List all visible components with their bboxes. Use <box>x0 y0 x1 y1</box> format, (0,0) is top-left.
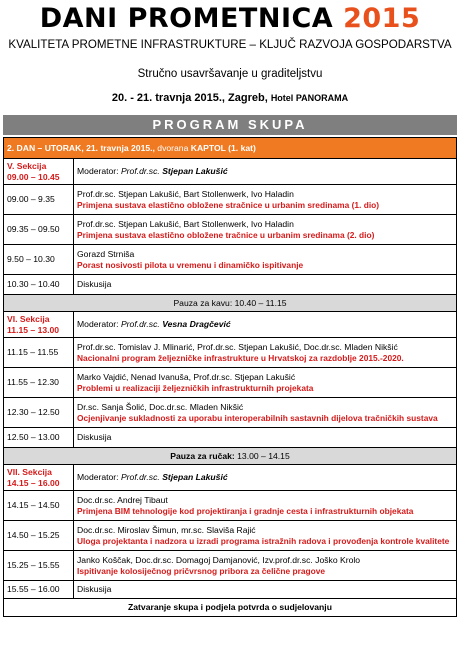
conference-title <box>0 2 460 36</box>
section-header-row <box>4 312 457 338</box>
session-time: 10.30 – 10.40 <box>4 275 74 295</box>
session-time: 09.35 – 09.50 <box>4 215 74 245</box>
section-label: VI. Sekcija 11.15 – 13.00 <box>4 312 74 338</box>
session-title: Uloga projektanta i nadzora u izradi programa istražnih radova i provođenja kontrole kvalitete <box>77 535 450 546</box>
session-row <box>4 368 457 398</box>
session-authors: Doc.dr.sc. Miroslav Šimun, mr.sc. Slaviša Rajić <box>77 524 256 535</box>
section-header-row <box>4 159 457 185</box>
program-table <box>3 137 457 617</box>
session-row <box>4 185 457 215</box>
session-row <box>4 551 457 581</box>
session-info <box>74 215 457 245</box>
session-title: Primjena BIM tehnologije kod projektiranja i gradnje cesta i infrastrukturnih objekata <box>77 505 414 516</box>
session-discussion: Diskusija <box>74 581 457 599</box>
session-row <box>4 275 457 295</box>
section-label: V. Sekcija 09.00 – 10.45 <box>4 159 74 185</box>
session-row <box>4 491 457 521</box>
session-info <box>74 551 457 581</box>
moderator: Moderator: Prof.dr.sc. Vesna Dragčević <box>74 312 457 338</box>
conference-subtitle: KVALITETA PROMETNE INFRASTRUKTURE – KLJUČ RAZVOJA GOSPODARSTVA <box>8 38 452 51</box>
session-time: 09.00 – 9.35 <box>4 185 74 215</box>
session-info <box>74 338 457 368</box>
coffee-break: Pauza za kavu: 10.40 – 11.15 <box>4 295 457 312</box>
session-info <box>74 398 457 428</box>
session-row <box>4 581 457 599</box>
moderator: Moderator: Prof.dr.sc. Stjepan Lakušić <box>74 159 457 185</box>
session-row <box>4 521 457 551</box>
session-info <box>74 521 457 551</box>
closing-row <box>4 599 457 617</box>
session-time: 11.55 – 12.30 <box>4 368 74 398</box>
session-title: Porast nosivosti pilota u vremenu i dinamičko ispitivanje <box>77 259 304 270</box>
session-row <box>4 338 457 368</box>
session-title: Ispitivanje kolosiječnog pričvrsnog pribora za čelične pragove <box>77 565 326 576</box>
session-authors: Doc.dr.sc. Andrej Tibaut <box>77 494 168 505</box>
session-title: Primjena sustava elastično obložene tračnice u urbanim sredinama (2. dio) <box>77 229 375 240</box>
session-time: 9.50 – 10.30 <box>4 245 74 275</box>
session-authors: Prof.dr.sc. Tomislav J. Mlinarić, Prof.dr.sc. Stjepan Lakušić, Doc.dr.sc. Mladen Nikšić <box>77 341 398 352</box>
session-time: 14.15 – 14.50 <box>4 491 74 521</box>
session-title: Problemi u realizaciji željezničkih infrastrukturnih projekata <box>77 382 314 393</box>
session-info <box>74 245 457 275</box>
session-discussion: Diskusija <box>74 275 457 295</box>
session-title: Nacionalni program željezničke infrastrukture u Hrvatskoj za razdoblje 2015.-2020. <box>77 352 404 363</box>
session-time: 15.25 – 15.55 <box>4 551 74 581</box>
session-info <box>74 491 457 521</box>
closing-note: Zatvaranje skupa i podjela potvrda o sudjelovanju <box>4 599 457 617</box>
session-time: 12.50 – 13.00 <box>4 428 74 448</box>
session-title: Primjena sustava elastično obložene stračnice u urbanim sredinama (1. dio) <box>77 199 380 210</box>
session-info <box>74 368 457 398</box>
session-row <box>4 245 457 275</box>
session-time: 15.55 – 16.00 <box>4 581 74 599</box>
session-title: Ocjenjivanje sukladnosti za uporabu interoperabilnih sastavnih dijelova tračničkih sustava <box>77 412 438 423</box>
session-row <box>4 398 457 428</box>
title-year: 2015 <box>343 3 421 34</box>
session-discussion: Diskusija <box>74 428 457 448</box>
session-authors: Gorazd Strniša <box>77 248 135 259</box>
session-info <box>74 185 457 215</box>
event-venue: Hotel PANORAMA <box>270 93 349 103</box>
session-time: 11.15 – 11.55 <box>4 338 74 368</box>
day-header-row <box>4 138 457 159</box>
event-date: 20. - 21. travnja 2015., Zagreb, <box>111 92 271 104</box>
break-row <box>4 295 457 312</box>
session-authors: Prof.dr.sc. Stjepan Lakušić, Bart Stollenwerk, Ivo Haladin <box>77 218 294 229</box>
section-label: VII. Sekcija 14.15 – 16.00 <box>4 465 74 491</box>
session-authors: Dr.sc. Sanja Šolić, Doc.dr.sc. Mladen Nikšić <box>77 401 244 412</box>
event-date-venue <box>0 91 460 105</box>
session-time: 14.50 – 15.25 <box>4 521 74 551</box>
break-row <box>4 448 457 465</box>
session-authors: Prof.dr.sc. Stjepan Lakušić, Bart Stollenwerk, Ivo Haladin <box>77 188 294 199</box>
session-row <box>4 428 457 448</box>
lunch-break: Pauza za ručak: 13.00 – 14.15 <box>4 448 457 465</box>
session-row <box>4 215 457 245</box>
program-banner: PROGRAM SKUPA <box>3 115 457 135</box>
day-header: 2. DAN – UTORAK, 21. travnja 2015., dvorana KAPTOL (1. kat) <box>4 138 457 159</box>
title-main: DANI PROMETNICA <box>39 3 334 34</box>
session-authors: Marko Vajdić, Nenad Ivanuša, Prof.dr.sc. Stjepan Lakušić <box>77 371 296 382</box>
session-authors: Janko Koščak, Doc.dr.sc. Domagoj Damjanović, Izv.prof.dr.sc. Joško Krolo <box>77 554 361 565</box>
session-time: 12.30 – 12.50 <box>4 398 74 428</box>
moderator: Moderator: Prof.dr.sc. Stjepan Lakušić <box>74 465 457 491</box>
event-type: Stručno usavršavanje u graditeljstvu <box>137 68 323 80</box>
section-header-row <box>4 465 457 491</box>
